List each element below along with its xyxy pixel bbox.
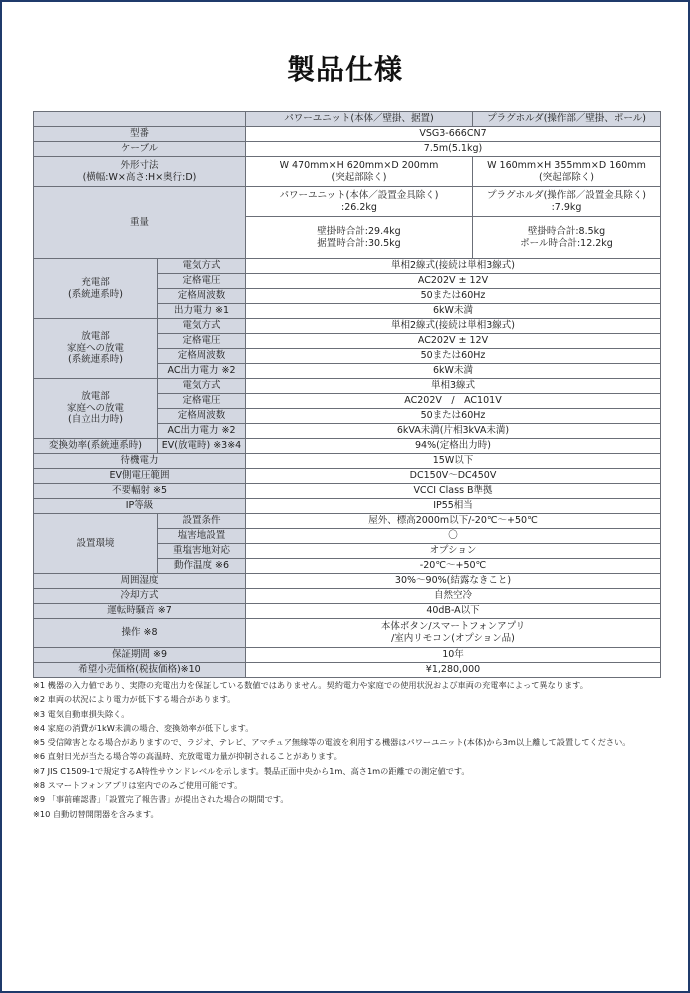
- row-value: 6kW未満: [246, 304, 661, 319]
- sub-label: AC出力電力 ※2: [158, 424, 246, 439]
- sub-label: 設置条件: [158, 514, 246, 529]
- row-value: IP55相当: [246, 499, 661, 514]
- weight-ph-line4: ポール時合計:12.2kg: [520, 237, 613, 249]
- table-row: [34, 484, 661, 499]
- row-label: 冷却方式: [34, 589, 246, 604]
- row-value: 30%～90%(結露なきこと): [246, 574, 661, 589]
- table-row: [34, 604, 661, 619]
- page-title: 製品仕様: [286, 53, 403, 86]
- row-value: 屋外、標高2000m以下/-20℃～+50℃: [246, 514, 661, 529]
- header-power-unit: パワーユニット(本体／壁掛、据置): [246, 112, 473, 127]
- row-label: 運転時騒音 ※7: [34, 604, 246, 619]
- discharge-grid-label-line3: (系統連系時): [68, 354, 123, 366]
- row-value: AC202V / AC101V: [246, 394, 661, 409]
- row-value: 50または60Hz: [246, 289, 661, 304]
- row-value: -20℃～+50℃: [246, 559, 661, 574]
- row-label: 保証期間 ※9: [34, 648, 246, 663]
- row-label: 型番: [34, 127, 246, 142]
- discharge-self-label-line3: (自立出力時): [68, 414, 123, 426]
- row-value: [246, 157, 473, 187]
- footnote: ※9 「事前確認書」「設置完了報告書」が提出された場合の期間です。: [33, 794, 289, 805]
- row-value: 7.5m(5.1kg): [246, 142, 661, 157]
- row-label: 希望小売価格(税抜価格)※10: [34, 663, 246, 678]
- discharge-grid-label-line1: 放電部: [81, 330, 110, 342]
- footnote: ※10 自動切替開閉器を含みます。: [33, 808, 159, 819]
- row-label: 不要輻射 ※5: [34, 484, 246, 499]
- sub-label: 動作温度 ※6: [158, 559, 246, 574]
- sub-label: 定格周波数: [158, 349, 246, 364]
- row-value: 50または60Hz: [246, 349, 661, 364]
- charge-label-line2: (系統連系時): [68, 288, 123, 300]
- row-value: [473, 187, 661, 217]
- dims-ph-line1: W 160mm×H 355mm×D 160mm: [487, 159, 646, 171]
- row-value: [473, 157, 661, 187]
- row-value: VCCI Class B準拠: [246, 484, 661, 499]
- footnote: ※5 受信障害となる場合がありますので、ラジオ、テレビ、アマチュア無線等の電波を利用する機器はパワーユニット(本体)から3m以上離して設置してください。: [33, 737, 631, 748]
- dims-label-line1: 外形寸法: [120, 159, 159, 171]
- row-value: 6kW未満: [246, 364, 661, 379]
- sub-label: 定格周波数: [158, 289, 246, 304]
- row-label: 重量: [34, 187, 246, 259]
- sub-label: 塩害地設置: [158, 529, 246, 544]
- row-value: [473, 217, 661, 259]
- weight-pu-line3: 壁掛時合計:29.4kg: [317, 225, 401, 237]
- row-label: EV側電圧範囲: [34, 469, 246, 484]
- operation-line1: 本体ボタン/スマートフォンアプリ: [380, 621, 526, 633]
- footnote: ※3 電気自動車損失除く。: [33, 708, 130, 719]
- weight-ph-line3: 壁掛時合計:8.5kg: [527, 225, 606, 237]
- weight-ph-line1: プラグホルダ(操作部／設置金具除く): [486, 189, 647, 201]
- table-row: [34, 319, 661, 334]
- weight-pu-line4: 据置時合計:30.5kg: [317, 237, 401, 249]
- sub-label: 定格電圧: [158, 274, 246, 289]
- table-header-row: [34, 112, 661, 127]
- row-value: 自然空冷: [246, 589, 661, 604]
- sub-label: 定格電圧: [158, 334, 246, 349]
- footnote: ※8 スマートフォンアプリは室内でのみご使用可能です。: [33, 780, 243, 791]
- table-row: [34, 499, 661, 514]
- row-value: 15W以下: [246, 454, 661, 469]
- row-value: ¥1,280,000: [246, 663, 661, 678]
- footnote: ※1 機器の入力値であり、実際の充電出力を保証している数値ではありません。契約電力や家庭での使用状況および車両の充電率によって異なります。: [33, 680, 588, 690]
- table-row: [34, 574, 661, 589]
- row-value: AC202V ± 12V: [246, 274, 661, 289]
- row-label: 変換効率(系統連系時): [34, 439, 158, 454]
- row-value: 単相2線式(接続は単相3線式): [246, 319, 661, 334]
- section-label-charge: [34, 259, 158, 319]
- table-row: [34, 648, 661, 663]
- table-row: [34, 454, 661, 469]
- sub-label: 電気方式: [158, 319, 246, 334]
- discharge-self-label-line2: 家庭への放電: [66, 402, 124, 414]
- row-value: AC202V ± 12V: [246, 334, 661, 349]
- footnote: ※7 JIS C1509-1で規定するA特性サウンドレベルを示します。製品正面中央から1m、高さ1mの距離での測定値です。: [33, 765, 470, 776]
- row-label: ケーブル: [34, 142, 246, 157]
- row-value: 6kVA未満(片相3kVA未満): [246, 424, 661, 439]
- row-value: 〇: [246, 529, 661, 544]
- row-label: 周囲湿度: [34, 574, 246, 589]
- weight-pu-line2: :26.2kg: [341, 201, 377, 213]
- table-row: [34, 469, 661, 484]
- operation-line2: /室内リモコン(オプション品): [391, 633, 515, 644]
- discharge-self-label-line1: 放電部: [81, 390, 110, 402]
- row-value: 単相3線式: [246, 379, 661, 394]
- row-label: IP等級: [34, 499, 246, 514]
- table-row: [34, 187, 661, 217]
- table-row: [34, 619, 661, 648]
- footnote: ※6 直射日光が当たる場合等の高温時、充放電電力量が抑制されることがあります。: [33, 751, 342, 762]
- weight-ph-line2: :7.9kg: [551, 201, 582, 213]
- discharge-grid-label-line2: 家庭への放電: [66, 342, 124, 354]
- table-row: [34, 142, 661, 157]
- footnote: ※2 車両の状況により電力が低下する場合があります。: [33, 694, 236, 705]
- table-row: [34, 379, 661, 394]
- section-label-environment: 設置環境: [34, 514, 158, 574]
- sub-label: 電気方式: [158, 259, 246, 274]
- sub-label: 重塩害地対応: [158, 544, 246, 559]
- row-value: VSG3-666CN7: [246, 127, 661, 142]
- charge-label-line1: 充電部: [81, 276, 110, 288]
- sub-label: EV(放電時) ※3※4: [158, 439, 246, 454]
- sub-label: 定格電圧: [158, 394, 246, 409]
- dims-ph-line2: (突起部除く): [539, 171, 594, 183]
- header-plug-holder: プラグホルダ(操作部／壁掛、ポール): [473, 112, 661, 127]
- row-label: 操作 ※8: [34, 619, 246, 648]
- row-value: DC150V～DC450V: [246, 469, 661, 484]
- header-blank-cell: [34, 112, 246, 127]
- table-row: [34, 514, 661, 529]
- table-row: [34, 439, 661, 454]
- row-label: [34, 157, 246, 187]
- sub-label: 出力電力 ※1: [158, 304, 246, 319]
- table-row: [34, 663, 661, 678]
- footnote: ※4 家庭の消費が1kW未満の場合、変換効率が低下します。: [33, 722, 254, 733]
- row-value: 10年: [246, 648, 661, 663]
- section-label-discharge-self: [34, 379, 158, 439]
- table-row: [34, 157, 661, 187]
- dims-label-line2: (横幅:W×高さ:H×奥行:D): [82, 171, 197, 183]
- table-row: [34, 259, 661, 274]
- dims-pu-line1: W 470mm×H 620mm×D 200mm: [279, 159, 439, 171]
- weight-pu-line1: パワーユニット(本体／設置金具除く): [279, 189, 439, 201]
- row-value: [246, 619, 661, 648]
- spec-table: [33, 111, 661, 678]
- row-value: 50または60Hz: [246, 409, 661, 424]
- row-value: 94%(定格出力時): [246, 439, 661, 454]
- table-row: [34, 589, 661, 604]
- row-value: 単相2線式(接続は単相3線式): [246, 259, 661, 274]
- sub-label: 電気方式: [158, 379, 246, 394]
- sub-label: AC出力電力 ※2: [158, 364, 246, 379]
- row-label: 待機電力: [34, 454, 246, 469]
- row-value: [246, 217, 473, 259]
- row-value: オプション: [246, 544, 661, 559]
- table-row: [34, 127, 661, 142]
- sub-label: 定格周波数: [158, 409, 246, 424]
- row-value: [246, 187, 473, 217]
- footnotes: [33, 678, 673, 821]
- dims-pu-line2: (突起部除く): [331, 171, 387, 183]
- section-label-discharge-grid: [34, 319, 158, 379]
- row-value: 40dB-A以下: [246, 604, 661, 619]
